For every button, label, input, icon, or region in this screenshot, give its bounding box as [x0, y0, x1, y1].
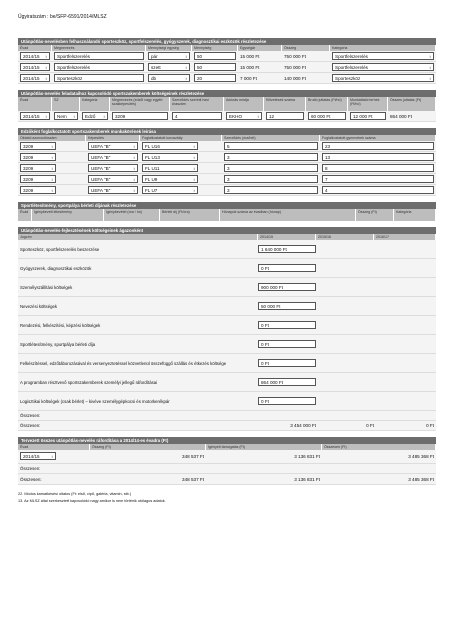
season-select[interactable]: 2014/15 ↕: [20, 74, 50, 82]
unit-price: 7 000 Ft: [240, 75, 257, 81]
table-row: [18, 51, 436, 62]
season-select[interactable]: 2014/15 ↕: [20, 112, 50, 120]
cost-value-field[interactable]: 1 640 000 Ft: [258, 245, 316, 253]
coach-id-select[interactable]: 3209 ↕: [20, 175, 56, 183]
weekly-hours-field[interactable]: 3: [224, 186, 318, 194]
reference-number: Ügyiratszám : be/SFP-6591/2014/MLSZ: [18, 14, 107, 20]
unit-select[interactable]: szett ↕: [148, 63, 190, 71]
children-count-field[interactable]: 23: [322, 142, 434, 150]
hours-field[interactable]: 4: [172, 112, 222, 120]
sum-label: Összesen:: [20, 476, 42, 482]
table-row: [18, 111, 436, 122]
total-compensation: 864 000 Ft: [390, 113, 412, 119]
qualification-select[interactable]: UEFA "B" ↕: [88, 175, 138, 183]
sz-select[interactable]: Nem ↕: [54, 112, 78, 120]
unit-price: 15 000 Ft: [240, 64, 260, 70]
cost-label: A programban résztvevő sportszakemberek személyi jellegű ráfordításai: [20, 379, 158, 385]
quantity-field[interactable]: 50: [194, 63, 236, 71]
table-row: [18, 392, 436, 411]
cost-label: Sportlétesítmény, sportpálya bérleti díja: [20, 341, 96, 347]
col-header: Képesítés: [86, 135, 140, 141]
col-header: Mennyiség: [192, 45, 238, 51]
col-header: 2014/15: [258, 234, 316, 240]
tax-select[interactable]: EKHO ↕: [226, 112, 262, 120]
weekly-hours-field[interactable]: 3: [224, 153, 318, 161]
weekly-hours-field[interactable]: 5: [224, 142, 318, 150]
col-header: Évad: [18, 444, 90, 450]
col-header: Igénybevétel (óra / hó): [104, 209, 160, 221]
qualification-select[interactable]: UEFA "B" ↕: [88, 142, 138, 150]
qualification-select[interactable]: UEFA "B" ↕: [88, 164, 138, 172]
footnote: 13. Az MLSZ által szerkesztett kapcsolódó nagy amikor is nem történik utólagos adatok.: [18, 499, 166, 503]
col-header: Összeg: [282, 45, 330, 51]
season-select[interactable]: 2014/15 ↕: [20, 452, 56, 460]
weekly-hours-field[interactable]: 3: [224, 164, 318, 172]
own-amount: 348 537 Ft: [182, 454, 204, 459]
col-header: Megnevezés (edzői vagy egyéb szakképesítés): [110, 97, 170, 111]
cost-value-field[interactable]: 0 Ft: [258, 340, 316, 348]
cost-label: Felkészítéssel, edzőtáborozásával és versenyeztetéssel közvetlenül összefüggő szállás és étkezés költsége: [20, 360, 227, 366]
category-select[interactable]: Sportfelszerelés ↕: [332, 63, 434, 71]
weekly-hours-field[interactable]: 3: [224, 175, 318, 183]
gross-field[interactable]: 60 000 Ft: [308, 112, 346, 120]
sum-grand-total: 3 485 368 Ft: [408, 476, 434, 482]
staff-cost-section-title: Utánpótlás-nevelés feladataihoz kapcsolódó sportszakemberek költségeinek részletezése: [18, 90, 436, 97]
unit-price: 15 000 Ft: [240, 53, 260, 59]
coach-id-select[interactable]: 3209 ↕: [20, 142, 56, 150]
table-row: [18, 335, 436, 354]
season-select[interactable]: 2014/15 ↕: [20, 52, 50, 60]
age-group-select[interactable]: FL U11 ↕: [142, 164, 198, 172]
col-header: Kategória: [80, 97, 110, 111]
season-select[interactable]: 2014/15 ↕: [20, 63, 50, 71]
equipment-table-header: [18, 45, 436, 51]
sum-row: [18, 421, 436, 431]
col-header: SZ: [52, 97, 80, 111]
cost-label: Nevezési költségek: [20, 303, 58, 309]
row-total: 750 000 Ft: [284, 53, 306, 59]
cost-value-field[interactable]: 0 Ft: [258, 397, 316, 405]
table-row: [18, 373, 436, 392]
planned-table-header: [18, 444, 436, 450]
cost-value-field[interactable]: 900 000 Ft: [258, 283, 316, 291]
table-row: [18, 152, 436, 163]
table-row: [18, 316, 436, 335]
col-header: Bruttó juttatás (Ft/hó): [306, 97, 348, 111]
staff-cost-section: [18, 90, 436, 122]
staff-table-header: [18, 97, 436, 111]
row-total: 140 000 Ft: [284, 75, 306, 81]
sum-value-2015: 0 Ft: [366, 423, 374, 428]
sum-label: Összesen:: [20, 423, 41, 428]
col-header: Összeg (Ft): [356, 209, 394, 221]
cost-value-field[interactable]: 0 Ft: [258, 264, 316, 272]
name-field[interactable]: Sportfelszerelés: [54, 63, 144, 71]
table-row: [18, 73, 436, 84]
facility-table-header: [18, 209, 436, 221]
facility-rental-section: [18, 202, 436, 221]
col-header: Évad: [18, 97, 52, 111]
unit-select[interactable]: pár ↕: [148, 52, 190, 60]
row-total: 750 000 Ft: [284, 64, 306, 70]
payments-count-field[interactable]: 12: [266, 112, 304, 120]
children-count-field[interactable]: 7: [322, 175, 434, 183]
table-row: [18, 141, 436, 152]
children-count-field[interactable]: 8: [322, 164, 434, 172]
sum-requested-support: 3 136 831 Ft: [294, 476, 320, 482]
coach-duties-section-title: Edzőként foglalkoztatott sportszakemberek munkakörének leírása: [18, 128, 436, 135]
category-select[interactable]: Sportfelszerelés ↕: [332, 52, 434, 60]
qualification-select[interactable]: UEFA "B" ↕: [88, 153, 138, 161]
cost-label: Gyógyszerek, diagnosztikai eszközök: [20, 265, 92, 271]
col-header: Évad: [18, 45, 52, 51]
coach-table-header: [18, 135, 436, 141]
table-row: [18, 174, 436, 185]
sum-label-row: [18, 411, 436, 421]
table-row: [18, 62, 436, 73]
coach-duties-section: [18, 128, 436, 196]
col-header: Bérleti díj (Ft/óra): [160, 209, 220, 221]
cost-value-field[interactable]: 50 000 Ft: [258, 302, 316, 310]
sum-own-amount: 348 537 Ft: [182, 476, 204, 482]
col-header: Egységár: [238, 45, 282, 51]
requested-support: 3 136 831 Ft: [294, 454, 320, 459]
cost-label: Rendezési, felkészítési, képzési költségek: [20, 322, 101, 328]
sum-label: Összesen:: [20, 466, 41, 471]
quantity-field[interactable]: 50: [194, 52, 236, 60]
equipment-section: [18, 38, 436, 84]
table-row: [18, 278, 436, 297]
cost-value-field[interactable]: 0 Ft: [258, 321, 316, 329]
col-header: Jogcím: [18, 234, 258, 240]
col-header: Összes juttatás (Ft): [388, 97, 436, 111]
col-header: 2016/17: [374, 234, 436, 240]
col-header: Összesen (Ft): [322, 444, 436, 450]
table-row: [18, 450, 436, 464]
col-header: Foglalkoztatott gyermekek száma: [320, 135, 436, 141]
row-grand-total: 3 485 368 Ft: [408, 454, 434, 459]
sum-label-row: [18, 464, 436, 474]
col-header: Szerződés (óra/hét): [222, 135, 320, 141]
col-header: Igénybevett létesítmény: [32, 209, 104, 221]
age-group-select[interactable]: FL U7 ↕: [142, 186, 198, 194]
col-header: Hónapok száma az évadban (hónap): [220, 209, 356, 221]
qualification-select[interactable]: UEFA "B" ↕: [88, 186, 138, 194]
equipment-section-title: Utánpótlás-nevelésben felhasználandó sporteszköz, sportfelszerelés, gyógyszerek, diagnosztikai eszközök részletezése: [18, 38, 436, 45]
cost-label: Logisztikai költségek (csak bérlet) – kivéve személygépkocsi és motorkerékpár: [20, 398, 170, 404]
col-header: Megnevezés: [52, 45, 146, 51]
cost-label: Sporteszköz, sportfelszerelés beszerzése: [20, 246, 100, 252]
col-header: Mennyiségi egység: [146, 45, 192, 51]
unit-select[interactable]: db ↕: [148, 74, 190, 82]
col-header: Szerződés szerinti havi óraszám: [170, 97, 224, 111]
col-header: Igényelt támogatás (Ft): [206, 444, 322, 450]
cost-summary-section-title: Utánpótlás-nevelés-fejlesztésének költségeinek ágazonként: [18, 227, 436, 234]
sum-value-2014: 3 454 000 Ft: [290, 423, 316, 428]
sum-value-2016: 0 Ft: [426, 423, 434, 428]
coach-id-select[interactable]: 3209 ↕: [20, 153, 56, 161]
cost-label: Személyszállítási költségek: [20, 284, 73, 290]
col-header: Oktatói azonosítószám: [18, 135, 86, 141]
category-select[interactable]: Edző ↕: [82, 112, 108, 120]
table-row: [18, 185, 436, 196]
cost-summary-section: [18, 227, 436, 431]
table-row: [18, 297, 436, 316]
table-row: [18, 163, 436, 174]
age-group-select[interactable]: FL U16 ↕: [142, 142, 198, 150]
children-count-field[interactable]: 4: [322, 186, 434, 194]
col-header: Kategória: [394, 209, 436, 221]
cost-value-field[interactable]: 0 Ft: [258, 359, 316, 367]
footnote: 22. Módos kamatkésési oltatos (Ft: első, cipő, galéria, vitamin, stb.): [18, 492, 132, 496]
qualification-field[interactable]: 3209: [112, 112, 168, 120]
table-row: [18, 259, 436, 278]
employer-cost-field[interactable]: 12 000 Ft: [350, 112, 386, 120]
col-header: Foglalkoztatott korosztály: [140, 135, 222, 141]
table-row: [18, 240, 436, 259]
children-count-field[interactable]: 13: [322, 153, 434, 161]
coach-id-select[interactable]: 3209 ↕: [20, 164, 56, 172]
col-header: Évad: [18, 209, 32, 221]
document-page: [18, 14, 436, 505]
name-field[interactable]: Sportfelszerelés: [54, 52, 144, 60]
category-select[interactable]: Sporteszköz ↕: [332, 74, 434, 82]
cost-value-field[interactable]: 864 000 Ft: [258, 378, 316, 386]
footnotes: [18, 491, 436, 505]
col-header: Adózás módja: [224, 97, 264, 111]
col-header: Munkáltatói terhek (Ft/hó): [348, 97, 388, 111]
coach-id-select[interactable]: 3209 ↕: [20, 186, 56, 194]
col-header: Kifizetések száma: [264, 97, 306, 111]
col-header: Kategória: [330, 45, 436, 51]
age-group-select[interactable]: FL U13 ↕: [142, 153, 198, 161]
name-field[interactable]: Sporteszköz: [54, 74, 144, 82]
facility-rental-section-title: Sportlétesítmény, sportpálya bérleti díjának részletezése: [18, 202, 436, 209]
sum-label: Összesen:: [20, 413, 41, 418]
col-header: 2015/16: [316, 234, 374, 240]
col-header: Összeg (Ft): [90, 444, 206, 450]
sum-row: [18, 474, 436, 485]
planned-total-section: [18, 437, 436, 485]
planned-total-section-title: Tervezett összes utánpótlás-nevelés ráfordítása a 2014/14-es évadra (Ft): [18, 437, 436, 444]
age-group-select[interactable]: FL U9 ↕: [142, 175, 198, 183]
table-row: [18, 354, 436, 373]
cost-table-header: [18, 234, 436, 240]
quantity-field[interactable]: 20: [194, 74, 236, 82]
